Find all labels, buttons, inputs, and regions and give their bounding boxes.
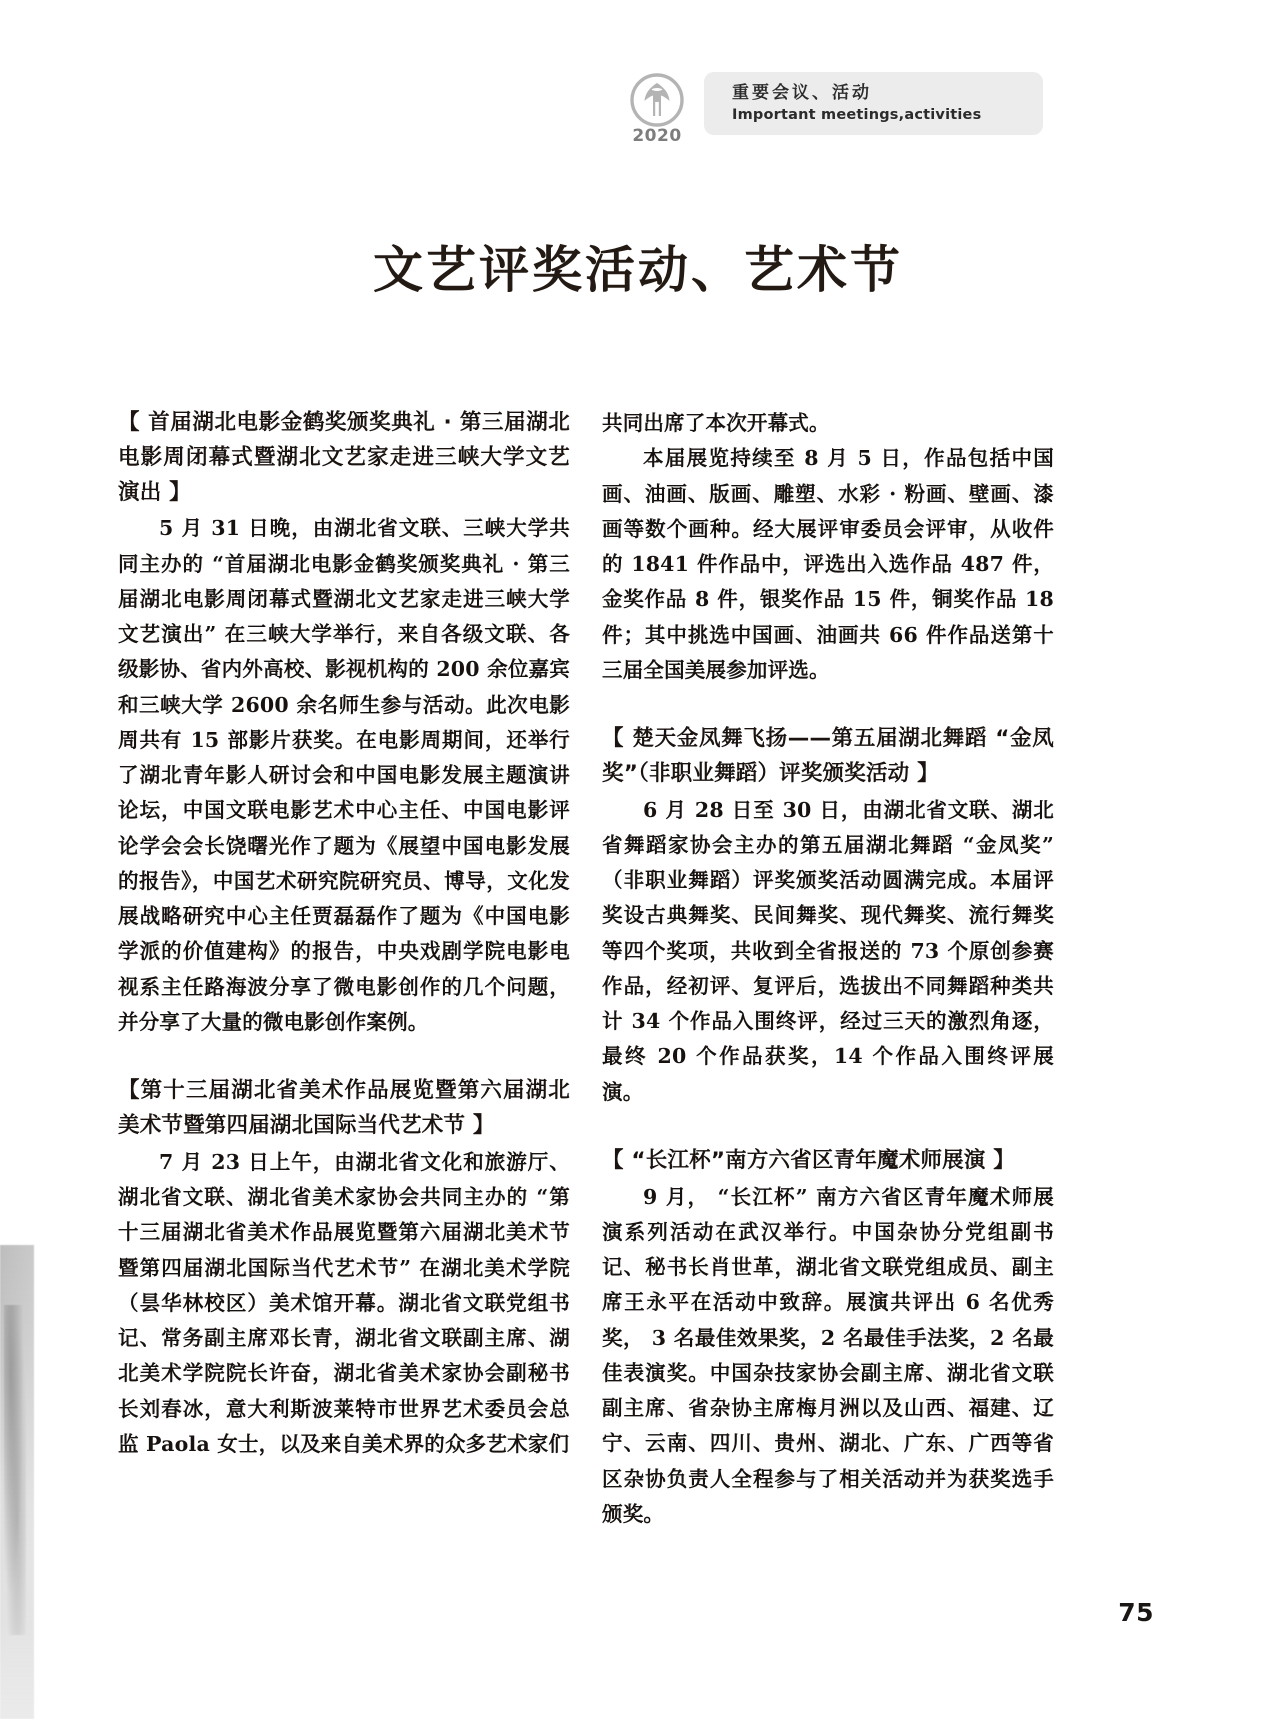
article-columns xyxy=(0,406,1276,1526)
running-header-inner xyxy=(620,72,1043,146)
running-header xyxy=(0,72,1276,146)
section-heading: 【第十三届湖北省美术作品展览暨第六届湖北美术节暨第四届湖北国际当代艺术节 】 xyxy=(118,1078,570,1139)
section-tag-cn: 重要会议、活动 xyxy=(732,83,872,103)
section-tag xyxy=(704,72,1043,135)
yearbook-year: 2020 xyxy=(632,126,682,146)
section-heading: 【 “长江杯”南方六省区青年魔术师展演 】 xyxy=(602,1147,1015,1173)
body-paragraph-continued: 共同出席了本次开幕式。 xyxy=(602,411,830,435)
yearbook-emblem-icon xyxy=(620,72,694,146)
page-title: 文艺评奖活动、艺术节 xyxy=(373,239,903,299)
column-left xyxy=(118,406,570,1462)
section-heading: 【 楚天金凤舞飞扬——第五届湖北舞蹈 “金凤奖”（非职业舞蹈）评奖颁奖活动 】 xyxy=(602,726,1054,786)
body-paragraph: 5 月 31 日晚，由湖北省文联、三峡大学共同主办的 “首届湖北电影金鹤奖颁奖典礼 · 第三届湖北电影周闭幕式暨湖北文艺家走进三峡大学文艺演出” 在三峡大学举行，来自各级文联、各级影协、省内外高校、影视机构的 200 余位嘉宾和三峡大学 2600 余名师生参与活动。此次电影周共有 15 部影片获奖。在电影周期间，还举行了湖北青年影人研讨会和中国电影发展主题演讲论坛，中国文联电影艺术中心主任、中国电影评论学会会长饶曙光作了题为《展望中国电影发展的报告》，中国艺术研究院研究员、博导，文化发展战略研究中心主任贾磊磊作了题为《中国电影学派的价值建构》的报告，中央戏剧学院电影电视系主任路海波分享了微电影创作的几个问题，并分享了大量的微电影创作案例。 xyxy=(118,516,570,1034)
body-paragraph: 本届展览持续至 8 月 5 日，作品包括中国画、油画、版画、雕塑、水彩 · 粉画、壁画、漆画等数个画种。经大展评审委员会评审，从收件的 1841 件作品中，评选出入选作品 487 件，金奖作品 8 件，银奖作品 15 件，铜奖作品 18 件；其中挑选中国画、油画共 66 件作品送第十三届全国美展参加评选。 xyxy=(602,446,1054,682)
body-paragraph: 7 月 23 日上午，由湖北省文化和旅游厅、湖北省文联、湖北省美术家协会共同主办的 “第十三届湖北省美术作品展览暨第六届湖北美术节暨第四届湖北国际当代艺术节” 在湖北美术学院（昙华林校区）美术馆开幕。湖北省文联党组书记、常务副主席邓长青，湖北省文联副主席、湖北美术学院院长许奋，湖北省美术家协会副秘书长刘春冰，意大利斯波莱特市世界艺术委员会总监 Paola 女士，以及来自美术界的众多艺术家们 xyxy=(118,1149,570,1456)
section-tag-en: Important meetings,activities xyxy=(732,107,982,124)
body-paragraph: 6 月 28 日至 30 日，由湖北省文联、湖北省舞蹈家协会主办的第五届湖北舞蹈 “金凤奖”（非职业舞蹈）评奖颁奖活动圆满完成。本届评奖设古典舞奖、民间舞奖、现代舞奖、流行舞奖等四个奖项，共收到全省报送的 73 个原创参赛作品，经初评、复评后，选拔出不同舞蹈种类共计 34 个作品入围终评，经过三天的激烈角逐，最终 20 个作品获奖，14 个作品入围终评展演。 xyxy=(602,797,1054,1104)
column-right xyxy=(602,406,1054,1532)
page-number: 75 xyxy=(1118,1598,1154,1627)
body-paragraph: 9 月， “长江杯” 南方六省区青年魔术师展演系列活动在武汉举行。中国杂协分党组副书记、秘书长肖世革，湖北省文联党组成员、副主席王永平在活动中致辞。展演共评出 6 名优秀奖， 3 名最佳效果奖，2 名最佳手法奖，2 名最佳表演奖。中国杂技家协会副主席、湖北省文联副主席、省杂协主席梅月洲以及山西、福建、辽宁、云南、四川、贵州、湖北、广东、广西等省区杂协负责人全程参与了相关活动并为获奖选手颁奖。 xyxy=(602,1184,1054,1526)
section-heading: 【 首届湖北电影金鹤奖颁奖典礼 · 第三届湖北电影周闭幕式暨湖北文艺家走进三峡大学文艺演出 】 xyxy=(118,410,570,505)
